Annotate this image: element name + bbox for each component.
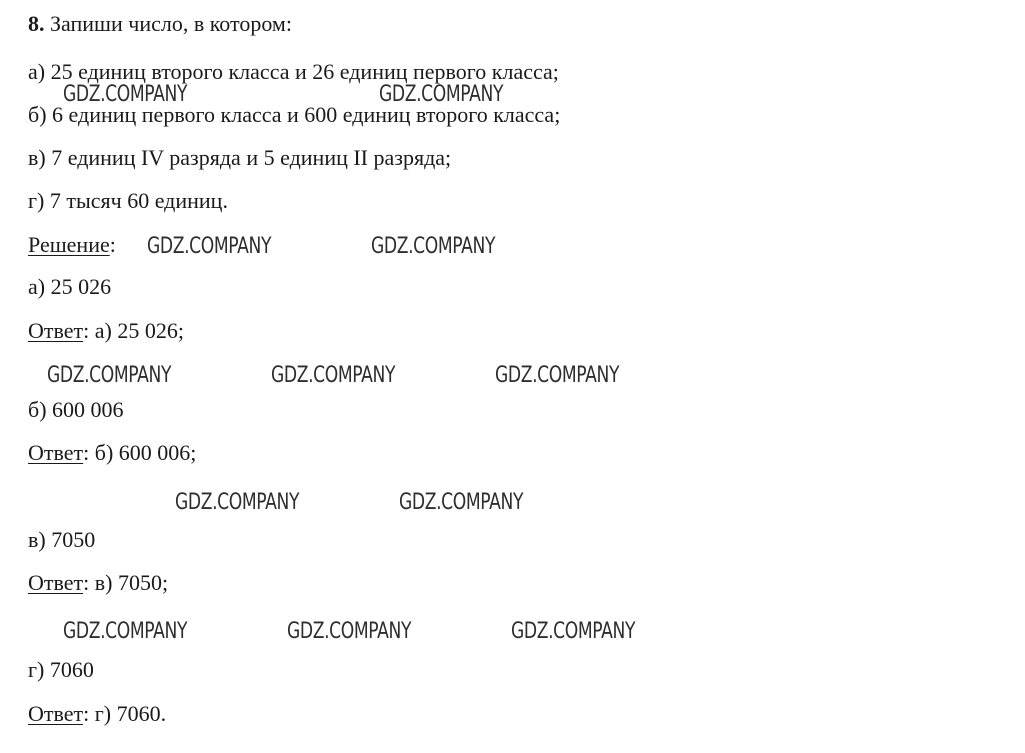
watermark: GDZ.COMPANY bbox=[379, 82, 504, 107]
task-item-a: а) 25 единиц второго класса и 26 единиц первого класса; bbox=[28, 59, 559, 84]
watermark: GDZ.COMPANY bbox=[63, 619, 188, 644]
answer-d bbox=[28, 701, 166, 727]
watermark: GDZ.COMPANY bbox=[399, 490, 524, 515]
watermark: GDZ.COMPANY bbox=[495, 363, 620, 388]
task-item-b: б) 6 единиц первого класса и 600 единиц второго класса; bbox=[28, 102, 561, 127]
answer-label: Ответ bbox=[28, 570, 84, 595]
answer-a bbox=[28, 318, 184, 344]
answer-text: : б) 600 006; bbox=[83, 440, 197, 465]
watermark: GDZ.COMPANY bbox=[47, 363, 172, 388]
solution-label: Решение bbox=[28, 232, 110, 257]
watermark: GDZ.COMPANY bbox=[147, 234, 272, 259]
watermark: GDZ.COMPANY bbox=[287, 619, 412, 644]
watermark: GDZ.COMPANY bbox=[271, 363, 396, 388]
answer-text: : в) 7050; bbox=[83, 570, 169, 595]
solution-heading bbox=[28, 232, 116, 258]
solution-value-b: б) 600 006 bbox=[28, 397, 124, 422]
answer-b bbox=[28, 440, 196, 466]
task-item-d: г) 7 тысяч 60 единиц. bbox=[28, 188, 228, 213]
answer-c bbox=[28, 570, 168, 596]
solution-value-d: г) 7060 bbox=[28, 657, 94, 682]
answer-text: : г) 7060. bbox=[83, 701, 167, 726]
task-prompt: Запиши число, в котором: bbox=[50, 11, 292, 36]
watermark: GDZ.COMPANY bbox=[63, 82, 188, 107]
watermark: GDZ.COMPANY bbox=[371, 234, 496, 259]
solution-value-a: а) 25 026 bbox=[28, 274, 112, 299]
task-item-c: в) 7 единиц IV разряда и 5 единиц II разряда; bbox=[28, 145, 452, 170]
answer-text: : а) 25 026; bbox=[83, 318, 184, 343]
watermark: GDZ.COMPANY bbox=[511, 619, 636, 644]
solution-value-c: в) 7050 bbox=[28, 527, 96, 552]
answer-label: Ответ bbox=[28, 701, 84, 726]
solution-colon: : bbox=[109, 232, 116, 257]
task-number: 8. bbox=[28, 11, 45, 36]
watermark: GDZ.COMPANY bbox=[175, 490, 300, 515]
answer-label: Ответ bbox=[28, 318, 84, 343]
answer-label: Ответ bbox=[28, 440, 84, 465]
task-header bbox=[28, 11, 292, 37]
